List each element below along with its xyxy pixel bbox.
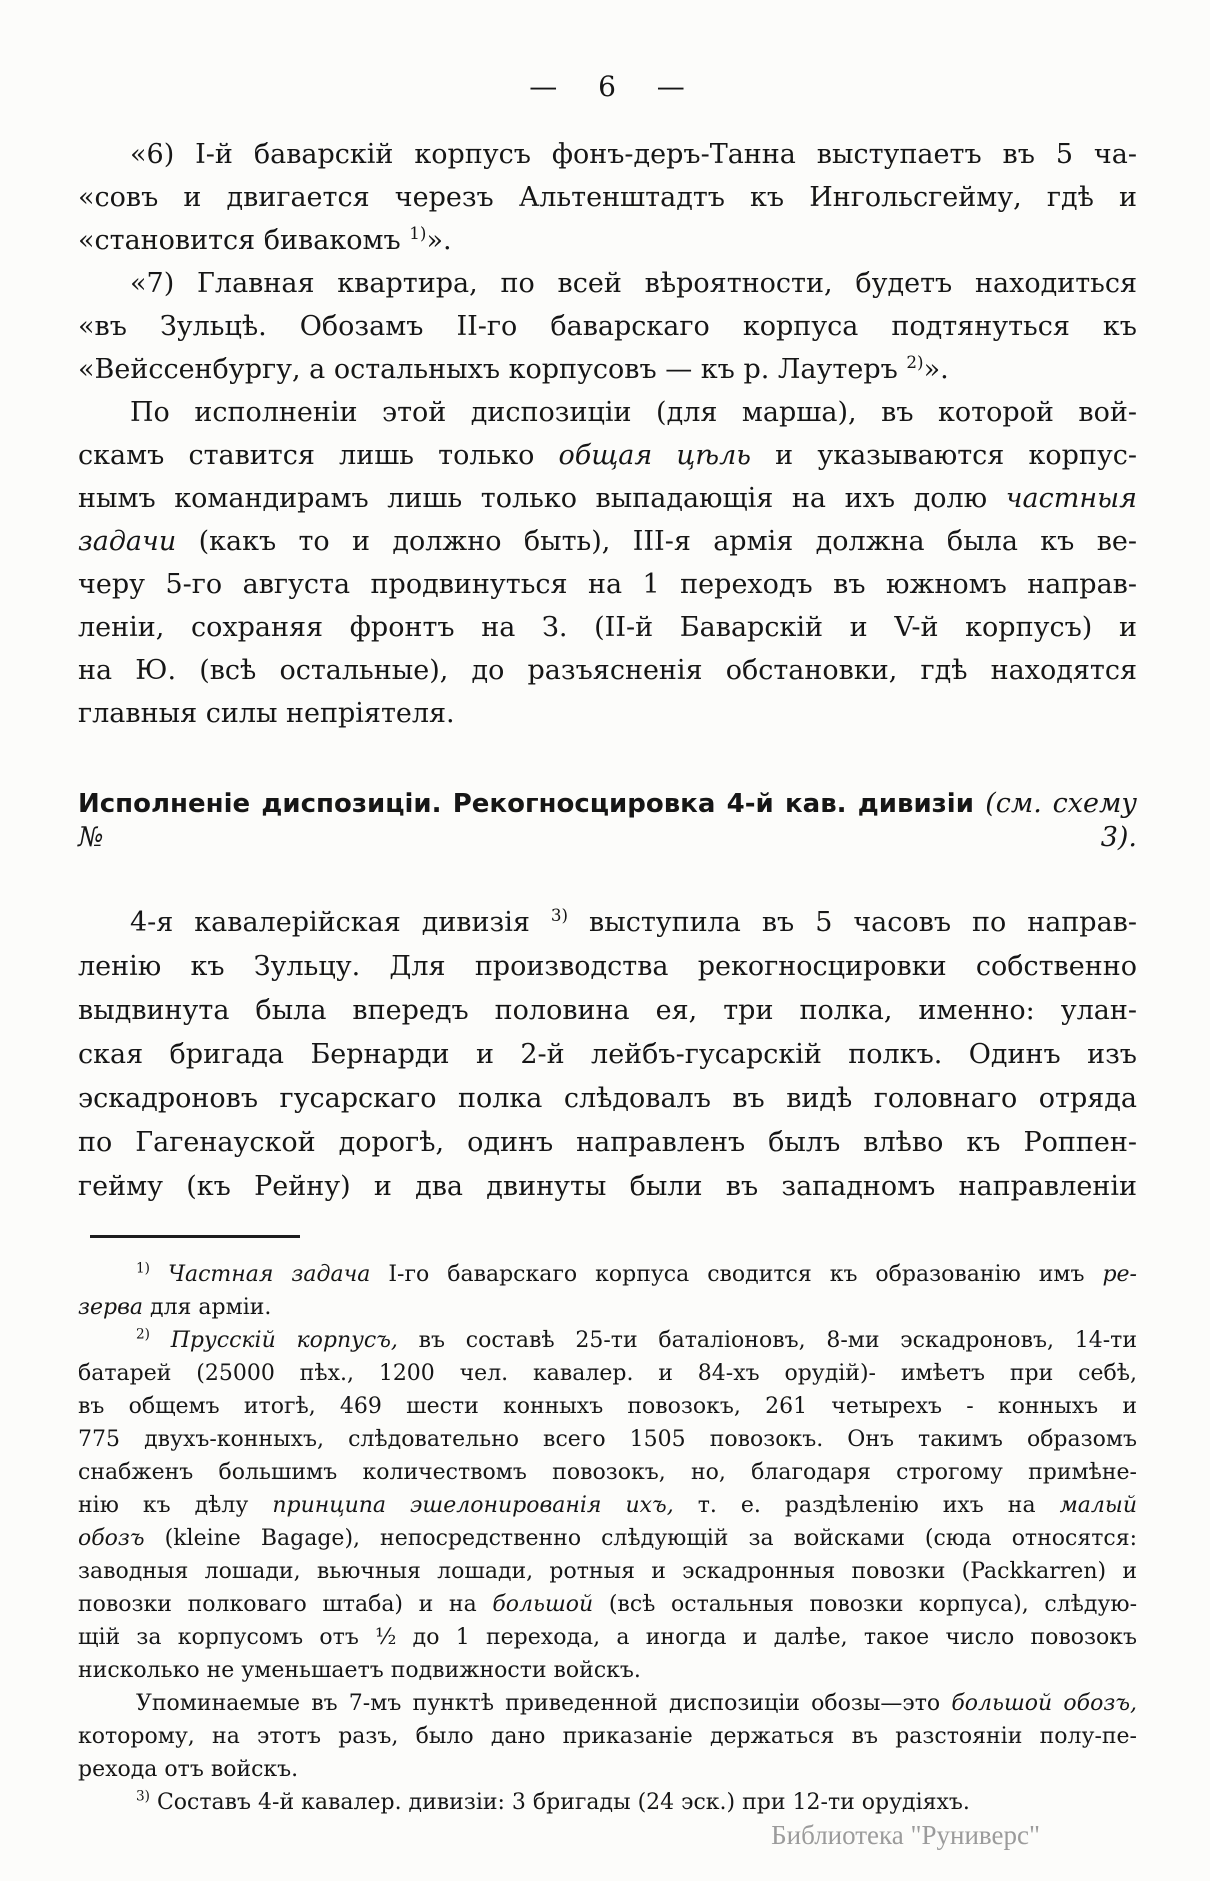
text-line [78, 133, 1137, 176]
text-line [78, 1489, 1137, 1522]
text-line [78, 1033, 1137, 1077]
text-run: заводныя лошади, вьючныя лошади, ротныя и эскадронныя повозки (Packkarren) и [78, 1559, 1137, 1584]
text-line [78, 1588, 1137, 1621]
text-line [78, 1258, 1137, 1291]
footnotes-block [78, 1258, 1137, 1819]
text-run: т. е. раздѣленію ихъ на [673, 1493, 1060, 1518]
text-line [78, 348, 1137, 391]
text-run: снабженъ большимъ количествомъ повозокъ, но, благодаря строгому примѣне- [78, 1460, 1137, 1485]
text-line [78, 434, 1137, 477]
text-line [78, 1357, 1137, 1390]
footnote-marker-1: 1) [136, 1260, 150, 1277]
italic-run: ре- [1102, 1262, 1137, 1287]
text-line [78, 1621, 1137, 1654]
text-run: черу 5-го августа продвинуться на 1 переходъ въ южномъ направ- [78, 569, 1137, 600]
text-run: По исполненіи этой диспозиціи (для марша), въ которой вой- [130, 397, 1137, 428]
footnote-3 [78, 1786, 1137, 1819]
heading-italic-run: (см. схему № 3). [78, 788, 1138, 853]
text-run: «Вейссенбургу, а остальныхъ корпусовъ — къ р. Лаутеръ [78, 354, 907, 385]
text-line [78, 606, 1137, 649]
text-run: батарей (25000 пѣх., 1200 чел. кавалер. и 84-хъ орудій)- имѣетъ при себѣ, [78, 1361, 1137, 1386]
text-line [78, 305, 1137, 348]
text-line [78, 477, 1137, 520]
text-run: выступила въ 5 часовъ по направ- [568, 907, 1137, 938]
main-text [78, 133, 1137, 1209]
italic-run: частныя [1005, 483, 1137, 514]
text-line [78, 1720, 1137, 1753]
text-run: главныя силы непріятеля. [78, 698, 455, 729]
text-line [78, 649, 1137, 692]
text-run: 775 двухъ-конныхъ, слѣдовательно всего 1505 повозокъ. Онъ такимъ образомъ [78, 1427, 1137, 1452]
text-run: «становится бивакомъ [78, 225, 410, 256]
text-line [78, 1077, 1137, 1121]
text-line [78, 1687, 1137, 1720]
text-run: выдвинута была впередъ половина ея, три полка, именно: улан- [78, 995, 1137, 1026]
italic-run: задачи [78, 526, 177, 557]
footnote-ref-1: 1) [409, 223, 427, 243]
text-run: на Ю. (всѣ остальные), до разъясненія обстановки, гдѣ находятся [78, 655, 1137, 686]
italic-run: Прусскій корпусъ, [149, 1328, 398, 1353]
text-line [78, 219, 1137, 262]
text-run: повозки полковаго штаба) и на [78, 1592, 493, 1617]
text-run: 4-я кавалерійская дивизія [130, 907, 551, 938]
text-run: ». [923, 354, 949, 385]
italic-run: принципа эшелонированія ихъ, [272, 1493, 674, 1518]
text-line [78, 391, 1137, 434]
italic-run: обозъ [78, 1526, 145, 1551]
page-number: — 6 — [529, 70, 686, 103]
text-line [78, 1753, 1137, 1786]
text-line [78, 1121, 1137, 1165]
text-run: (какъ то и должно быть), III-я армія должна была къ ве- [176, 526, 1137, 557]
text-line [78, 989, 1137, 1033]
text-line [78, 1654, 1137, 1687]
footnote-separator [90, 1235, 300, 1238]
text-line [78, 1555, 1137, 1588]
text-run: «6) I-й баварскій корпусъ фонъ-деръ-Танна выступаетъ въ 5 ча- [130, 139, 1137, 170]
text-run: I-го баварскаго корпуса сводится къ образованію имъ [370, 1262, 1103, 1287]
text-line [78, 1786, 1137, 1819]
text-run: въ общемъ итогѣ, 469 шести конныхъ повозокъ, 261 четырехъ - конныхъ и [78, 1394, 1137, 1419]
text-run: по Гагенауской дорогѣ, одинъ направленъ былъ влѣво къ Роппен- [78, 1127, 1137, 1158]
footnote-1 [78, 1258, 1137, 1324]
text-line [78, 1423, 1137, 1456]
text-run: гейму (къ Рейну) и два двинуты были въ западномъ направленіи [78, 1171, 1137, 1202]
footnote-marker-2: 2) [136, 1326, 150, 1343]
paragraph-disposition [78, 391, 1137, 735]
text-line [78, 176, 1137, 219]
footnote-2 [78, 1324, 1137, 1786]
text-run: «въ Зульцѣ. Обозамъ II-го баварскаго корпуса подтянуться къ [78, 311, 1137, 342]
text-run: щій за корпусомъ отъ ½ до 1 перехода, а иногда и далѣе, такое число повозокъ [78, 1625, 1137, 1650]
text-line [78, 262, 1137, 305]
text-line [78, 520, 1137, 563]
text-line [78, 1522, 1137, 1555]
text-line [78, 692, 1137, 735]
paragraph-quote-7 [78, 262, 1137, 391]
text-run: Упоминаемые въ 7-мъ пунктѣ приведенной диспозиціи обозы—это [136, 1691, 952, 1716]
text-line [78, 563, 1137, 606]
text-line [78, 1291, 1137, 1324]
text-run: ская бригада Бернарди и 2-й лейбъ-гусарскій полкъ. Одинъ изъ [78, 1039, 1137, 1070]
text-run: которому, на этотъ разъ, было дано приказаніе держаться въ разстояніи полу-пе- [78, 1724, 1137, 1749]
text-run: въ составѣ 25-ти баталіоновъ, 8-ми эскадроновъ, 14-ти [397, 1328, 1137, 1353]
italic-run: зерва [78, 1295, 144, 1320]
italic-run: Частная задача [149, 1262, 371, 1287]
text-run: и указываются корпус- [750, 440, 1137, 471]
text-run: Составъ 4-й кавалер. дивизіи: 3 бригады (24 эск.) при 12-ти орудіяхъ. [149, 1790, 970, 1815]
text-run: для арміи. [143, 1295, 272, 1320]
text-run: нисколько не уменьшаетъ подвижности войскъ. [78, 1658, 641, 1683]
text-run: нымъ командирамъ лишь только выпадающія на ихъ долю [78, 483, 1006, 514]
text-run: (kleine Bagage), непосредственно слѣдующій за войсками (сюда относятся: [144, 1526, 1137, 1551]
text-run: эскадроновъ гусарскаго полка слѣдовалъ въ видѣ головнаго отряда [78, 1083, 1137, 1114]
footnote-ref-2: 2) [906, 352, 924, 372]
text-run: леніи, сохраняя фронтъ на З. (II-й Баварскій и V-й корпусъ) и [78, 612, 1137, 643]
italic-run: малый [1059, 1493, 1138, 1518]
text-run: нію къ дѣлу [78, 1493, 273, 1518]
text-run: скамъ ставится лишь только [78, 440, 559, 471]
text-line [78, 1390, 1137, 1423]
text-run: (всѣ остальныя повозки корпуса), слѣдую- [593, 1592, 1138, 1617]
paragraph-quote-6 [78, 133, 1137, 262]
text-run: ». [426, 225, 452, 256]
italic-run: большой [492, 1592, 594, 1617]
italic-run: большой обозъ, [951, 1691, 1137, 1716]
italic-run: общая цѣль [558, 440, 751, 471]
text-run: рехода отъ войскъ. [78, 1757, 299, 1782]
heading-bold-run: Исполненіе диспозиціи. Рекогносцировка 4-й кав. дивизіи [78, 789, 986, 819]
text-line [78, 1165, 1137, 1209]
library-watermark: Библиотека "Руниверс" [771, 1820, 1040, 1850]
text-line [78, 1324, 1137, 1357]
footnote-ref-3: 3) [550, 905, 569, 925]
footnote-marker-3: 3) [136, 1788, 150, 1805]
paragraph-cavalry-division [78, 901, 1137, 1209]
text-run: ленію къ Зульцу. Для производства рекогносцировки собственно [78, 951, 1137, 982]
section-heading [78, 787, 1137, 855]
text-run: «7) Главная квартира, по всей вѣроятности, будетъ находиться [130, 268, 1137, 299]
text-line [78, 945, 1137, 989]
text-run: «совъ и двигается черезъ Альтенштадтъ къ Ингольсгейму, гдѣ и [78, 182, 1137, 213]
text-line [78, 901, 1137, 945]
text-line [78, 1456, 1137, 1489]
